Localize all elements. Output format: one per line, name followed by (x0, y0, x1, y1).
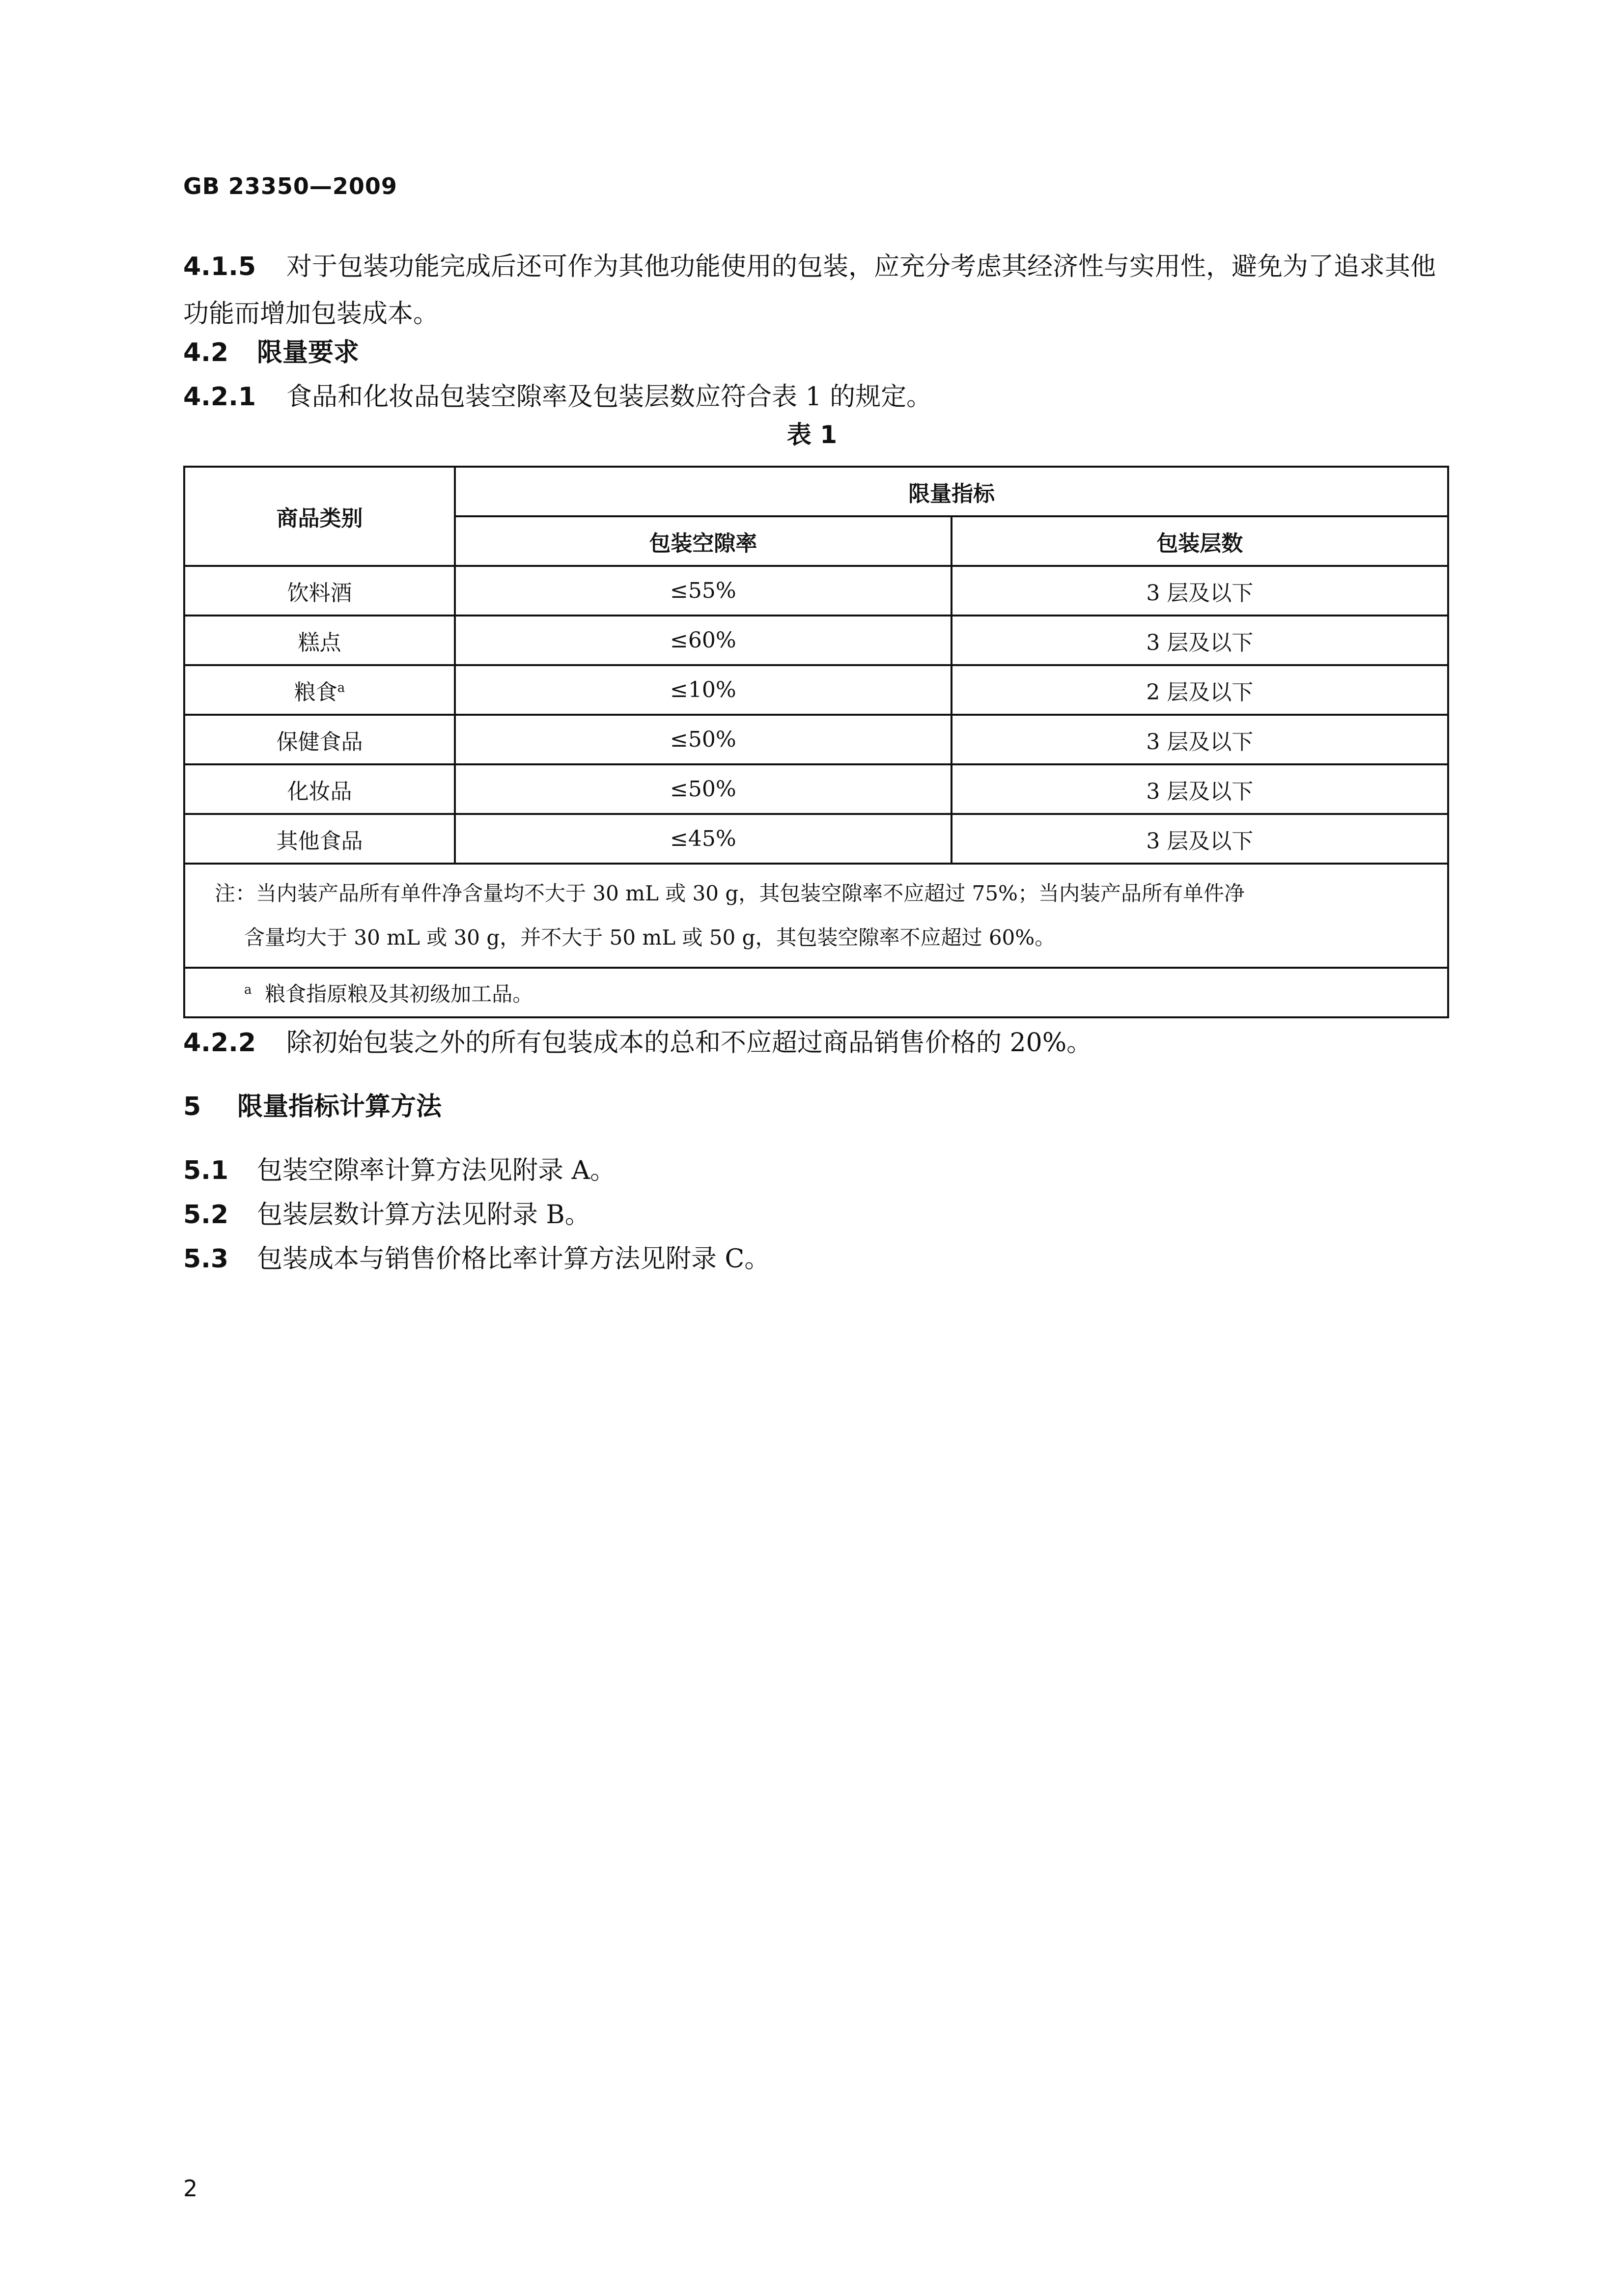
table-footnote (184, 968, 1448, 1017)
cell-layers: 2 层及以下 (952, 665, 1448, 715)
cell-void-ratio: ≤45% (455, 814, 952, 864)
table-row (184, 665, 1448, 715)
table-row (184, 715, 1448, 764)
clause-4-2-2 (183, 1019, 1092, 1066)
footnote-mark: a (244, 982, 252, 997)
clause-text: 对于包装功能完成后还可作为其他功能使用的包装，应充分考虑其经济性与实用性，避免为了追求其他功能而增加包装成本。 (183, 252, 1436, 329)
clause-number: 5 (183, 1092, 201, 1121)
cell-void-ratio: ≤55% (455, 566, 952, 616)
header-limit: 限量指标 (455, 467, 1448, 516)
clause-5-1 (183, 1147, 616, 1194)
table-row (184, 764, 1448, 814)
clause-5-3 (183, 1235, 770, 1283)
cell-layers: 3 层及以下 (952, 764, 1448, 814)
header-category: 商品类别 (184, 467, 455, 566)
clause-5-2 (183, 1191, 590, 1238)
clause-text: 除初始包装之外的所有包装成本的总和不应超过商品销售价格的 20%。 (286, 1028, 1092, 1058)
cell-layers: 3 层及以下 (952, 814, 1448, 864)
table-row (184, 814, 1448, 864)
limit-table (183, 466, 1449, 1018)
table-title: 表 1 (786, 420, 838, 449)
clause-number: 4.1.5 (183, 252, 256, 281)
cell-category: 保健食品 (184, 715, 455, 764)
header-layers: 包装层数 (952, 516, 1448, 566)
standard-number: GB 23350—2009 (183, 173, 397, 199)
cell-category: 糕点 (184, 616, 455, 665)
header-void-ratio: 包装空隙率 (455, 516, 952, 566)
clause-number: 5.2 (183, 1200, 229, 1230)
cell-void-ratio: ≤50% (455, 715, 952, 764)
clause-text: 包装层数计算方法见附录 B。 (257, 1200, 590, 1230)
clause-number: 5.1 (183, 1156, 229, 1185)
clause-4-2-1 (183, 373, 932, 420)
cell-category: 粮食$^a$ (184, 665, 455, 715)
clause-heading: 限量指标计算方法 (237, 1092, 442, 1121)
table-row (184, 566, 1448, 616)
cell-category: 其他食品 (184, 814, 455, 864)
cell-void-ratio: ≤10% (455, 665, 952, 715)
clause-text: 包装空隙率计算方法见附录 A。 (257, 1156, 616, 1185)
table-row (184, 616, 1448, 665)
clause-5 (183, 1083, 442, 1130)
cell-layers: 3 层及以下 (952, 715, 1448, 764)
cell-layers: 3 层及以下 (952, 616, 1448, 665)
clause-4-1-5 (183, 243, 1451, 337)
cell-category: 饮料酒 (184, 566, 455, 616)
clause-number: 4.2.1 (183, 382, 256, 412)
clause-heading: 限量要求 (257, 338, 360, 367)
clause-number: 4.2 (183, 338, 229, 367)
cell-void-ratio: ≤60% (455, 616, 952, 665)
clause-4-2 (183, 329, 359, 376)
clause-text: 包装成本与销售价格比率计算方法见附录 C。 (257, 1244, 770, 1274)
table-note (184, 864, 1448, 968)
note-line-1: 注：当内装产品所有单件净含量均不大于 30 mL 或 30 g，其包装空隙率不应超过 75%；当内装产品所有单件净 (215, 881, 1245, 905)
clause-text: 食品和化妆品包装空隙率及包装层数应符合表 1 的规定。 (286, 382, 932, 412)
page-number: 2 (183, 2175, 198, 2202)
clause-number: 4.2.2 (183, 1028, 256, 1058)
note-line-2: 含量均大于 30 mL 或 30 g，并不大于 50 mL 或 50 g，其包装空隙率不应超过 60%。 (244, 925, 1056, 950)
clause-number: 5.3 (183, 1244, 229, 1274)
cell-void-ratio: ≤50% (455, 764, 952, 814)
cell-layers: 3 层及以下 (952, 566, 1448, 616)
cell-category: 化妆品 (184, 764, 455, 814)
footnote-text: 粮食指原粮及其初级加工品。 (265, 981, 533, 1006)
